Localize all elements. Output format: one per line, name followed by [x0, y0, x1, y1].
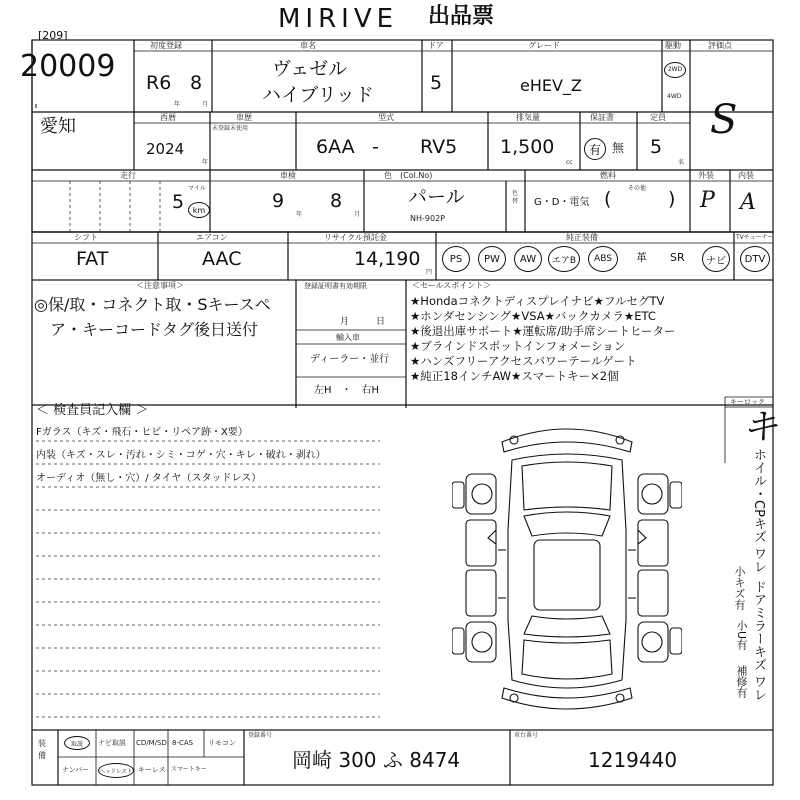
color-no-value: NH-902P — [410, 214, 445, 223]
fuel-options: G・D・電気 — [534, 197, 590, 208]
footer-chassis-no: 1219440 — [588, 748, 678, 772]
footer-bcas: 8-CAS — [172, 739, 194, 747]
label-car-name: 車名 — [300, 41, 316, 50]
recycle-yen-unit: 円 — [426, 269, 433, 276]
sales-point-2: ★ホンダセンシング★VSA★バックカメラ★ETC — [410, 309, 656, 324]
car-name-line2: ハイブリッド — [262, 84, 374, 106]
equip-aw: AW — [514, 246, 542, 272]
exterior-grade: P — [700, 188, 715, 213]
mileage-km-circle — [188, 202, 210, 218]
side-note-col2b: ドアミラーキズ ワレ — [751, 580, 766, 702]
sales-point-6: ★純正18インチAW★スマートキー×2個 — [410, 369, 619, 384]
equip-airbag: エアB — [548, 246, 580, 272]
location: 愛知 — [40, 116, 76, 137]
color-change-label: 色替 — [512, 190, 519, 205]
sales-point-3: ★後退出庫サポート★運転席/助手席シートヒーター — [410, 324, 676, 339]
footer-reg-no: 岡崎 300 ふ 8474 — [292, 748, 461, 772]
equip-dtv: DTV — [740, 246, 770, 272]
label-tv-tuner: TVチューナー — [736, 234, 774, 241]
footer-cd: CD/M/SD — [136, 739, 167, 747]
inspection-line-1: Fガラス（キズ・飛石・ヒビ・リペア跡・X要） — [36, 427, 248, 438]
form-title-suffix: 出品票 — [428, 4, 495, 29]
notes-line2: ア・キーコードタグ後日送付 — [50, 320, 259, 339]
model-code: RV5 — [420, 136, 458, 158]
doors-value: 5 — [430, 72, 443, 94]
model-prefix: 6AA — [316, 136, 355, 158]
label-first-reg: 初度登録 — [150, 41, 182, 50]
first-reg-month: 8 — [190, 72, 203, 94]
label-score: 評価点 — [708, 41, 732, 50]
footer-reg-no-label: 登録番号 — [248, 732, 273, 739]
interior-grade: A — [740, 190, 756, 215]
footer-number-plate: ナンバー — [62, 766, 90, 774]
inspection-year: 9 — [272, 190, 285, 212]
equip-navi: ナビ — [702, 246, 730, 272]
footer-manual: 取説 — [64, 736, 90, 750]
label-capacity: 定員 — [650, 113, 666, 122]
footer-navi-manual: ナビ取説 — [98, 739, 126, 747]
label-displacement: 排気量 — [516, 113, 540, 122]
footer-smart-key: スマートキー — [171, 766, 207, 773]
reg-cert-month-day: 月 日 — [340, 317, 386, 327]
equip-ps: PS — [442, 246, 470, 272]
label-drive: 駆動 — [665, 41, 681, 50]
label-mileage: 走行 — [120, 171, 136, 180]
color-value: パール — [408, 186, 465, 208]
recycle-value: 14,190 — [354, 248, 421, 270]
first-reg-era: R6 — [146, 72, 172, 94]
label-exterior: 外装 — [698, 171, 714, 180]
label-color: 色 — [384, 171, 392, 180]
sales-point-1: ★Hondaコネクトディスプレイナビ★フルセグTV — [410, 294, 665, 308]
label-equipment: 純正装備 — [566, 233, 598, 242]
footer-equip-label: 装備 — [38, 739, 46, 760]
side-note-col3b: 補修有 — [735, 665, 748, 698]
mileage-mile: マイル — [188, 185, 206, 192]
footer-keyless: キーレス — [138, 766, 166, 774]
label-sales-points: ＜セールスポイント＞ — [412, 281, 492, 290]
lot-tag: [209] — [38, 29, 68, 42]
warranty-yes-circle — [584, 138, 606, 160]
history-sub: 未登録未使用 — [212, 125, 249, 132]
form-title: MIRIVE — [278, 4, 399, 34]
first-reg-month-unit: 月 — [202, 101, 209, 108]
side-note-col2a: 小キズ有 — [733, 566, 746, 610]
label-history: 車歴 — [236, 113, 252, 122]
equip-sunroof: SR — [670, 251, 685, 264]
displacement-value: 1,500 — [500, 136, 555, 158]
car-damage-diagram — [452, 420, 682, 720]
label-interior: 内装 — [738, 171, 754, 180]
model-dash: - — [372, 136, 379, 158]
mileage-km: km — [192, 205, 206, 215]
label-doors: ドア — [428, 41, 444, 50]
inspection-year-unit: 年 — [296, 211, 303, 218]
label-color-no: (Col.No) — [400, 171, 433, 180]
sales-point-5: ★ハンズフリーアクセスパワーテールゲート — [410, 354, 637, 369]
drive-2wd: 2WD — [667, 66, 683, 73]
notes-line1: ◎保/取・コネクト取・Sキースペ — [34, 295, 271, 314]
score-value: S — [710, 97, 738, 143]
label-model: 型式 — [378, 113, 394, 122]
drive-2wd-circle — [664, 62, 686, 78]
equip-leather: 革 — [636, 251, 647, 264]
fuel-paren-close: ) — [668, 188, 676, 210]
label-grade: グレード — [528, 41, 560, 50]
label-recycle: リサイクル預託金 — [324, 233, 387, 242]
sales-point-4: ★ブラインドスポットインフォメーション — [410, 339, 626, 354]
mileage-prefix: 5 — [172, 191, 185, 213]
drive-4wd: 4WD — [667, 93, 682, 100]
import-dealer: ディーラー・並行 — [310, 354, 390, 365]
car-name-line1: ヴェゼル — [272, 58, 348, 80]
fuel-other: その他 — [628, 185, 647, 192]
inspection-line-3: オーディオ（無し・穴）/ タイヤ（スタッドレス） — [36, 473, 262, 484]
aircon-value: AAC — [202, 248, 242, 270]
inspection-title: ＜ 検査員記入欄 ＞ — [36, 403, 149, 418]
label-warranty: 保証書 — [590, 113, 614, 122]
warranty-no: 無 — [612, 141, 625, 155]
label-shift: シフト — [74, 233, 98, 242]
displacement-unit: cc — [566, 159, 573, 166]
footer-headrest: ヘッドレスト — [98, 763, 134, 778]
key-lock-mark: キ — [742, 407, 779, 448]
capacity-unit: 名 — [678, 159, 685, 166]
grade-value: eHEV_Z — [520, 76, 582, 95]
label-model-year: 西暦 — [160, 113, 176, 122]
capacity-value: 5 — [650, 136, 663, 158]
model-year-value: 2024 — [146, 140, 185, 158]
side-note-col3a: 小U有 — [735, 620, 748, 651]
label-import: 輸入車 — [336, 333, 360, 342]
label-reg-cert: 登録証明書有効期限 — [304, 282, 367, 290]
inspection-month: 8 — [330, 190, 343, 212]
shift-value: FAT — [76, 248, 109, 270]
inspection-month-unit: 月 — [354, 211, 361, 218]
fuel-paren-open: ( — [604, 188, 612, 210]
equip-pw: PW — [478, 246, 506, 272]
label-notes: ＜注意事項＞ — [136, 281, 184, 290]
footer-chassis-label: 車台番号 — [514, 732, 539, 739]
equip-abs: ABS — [588, 246, 618, 272]
inspection-line-2: 内装（キズ・スレ・汚れ・シミ・コゲ・穴・キレ・破れ・剥れ） — [36, 450, 326, 461]
warranty-yes: 有 — [588, 142, 601, 157]
footer-remote: リモコン — [208, 739, 236, 747]
first-reg-year-unit: 年 — [174, 101, 181, 108]
import-handle: 左H ・ 右H — [314, 385, 380, 396]
label-fuel: 燃料 — [600, 171, 616, 180]
model-year-unit: 年 — [202, 159, 209, 166]
side-note-col1: ホイル・CPキズ ワレ — [751, 448, 766, 574]
label-inspection: 車検 — [280, 171, 296, 180]
sales-points-list — [410, 296, 676, 383]
key-lock-label: キーロック — [730, 398, 765, 406]
lot-number: 20009 — [20, 49, 116, 84]
label-aircon: エアコン — [196, 233, 228, 242]
